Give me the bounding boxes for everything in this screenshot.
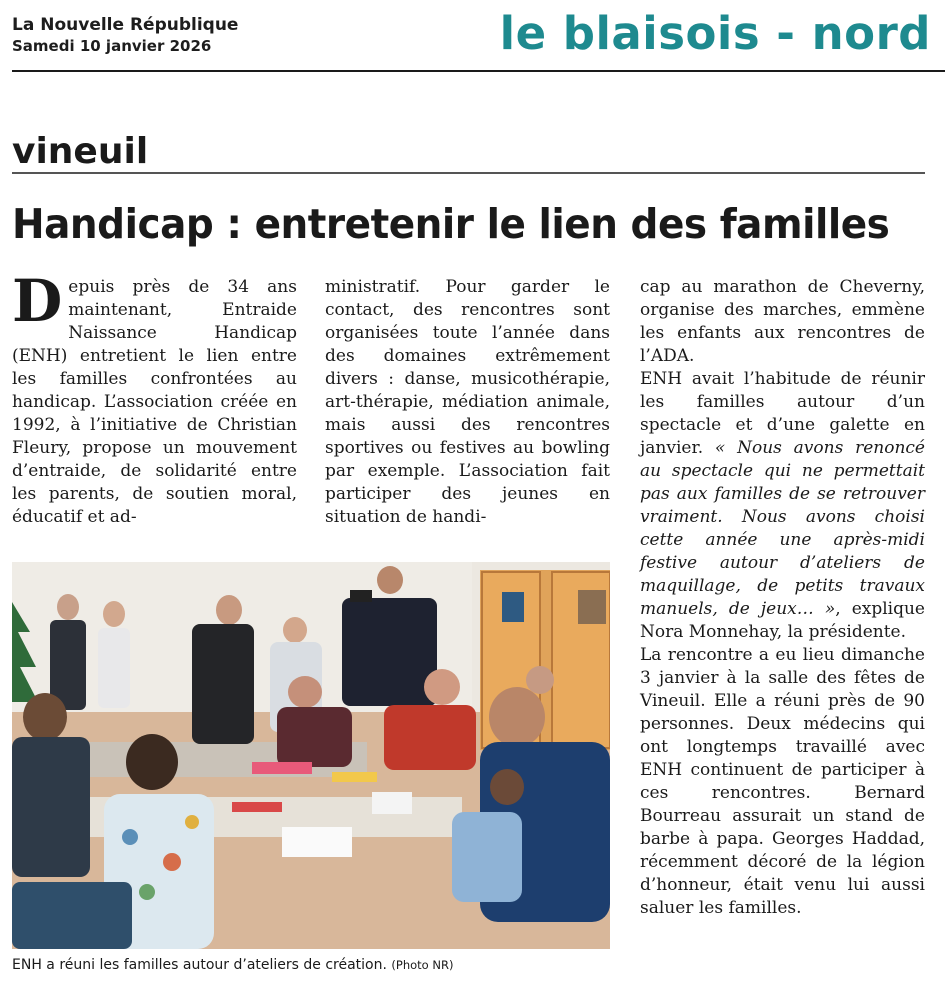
article-column-1 xyxy=(12,267,297,529)
article-photo xyxy=(12,562,610,949)
town-divider xyxy=(12,172,925,174)
president-quote: « Nous avons renoncé au spectacle qui ne permettait pas aux familles de se retrouver vraiment. Nous avons choisi cette année une après-midi festive autour d’ateliers de maquillage, de petits travaux manuels, de jeux… » xyxy=(640,438,925,619)
column-2-text: ministratif. Pour garder le contact, des rencontres sont organisées toute l’année dans des domaines extrêmement divers : danse, musicothérapie, art-thérapie, médiation animale, mais aussi des rencontres sportives ou festives au bowling par exemple. L’association fait participer des jeunes en situation de handi- xyxy=(325,277,610,527)
edition-title: le blaisois - nord xyxy=(499,7,931,60)
caption-text: ENH a réuni les familles autour d’ateliers de création. xyxy=(12,957,387,973)
column-3-paragraph-3: La rencontre a eu lieu dimanche 3 janvier à la salle des fêtes de Vineuil. Elle a réuni près de 90 personnes. Deux médecins qui ont longtemps travaillé avec ENH continuent de participer à ces rencontres. Bernard Bourreau assurait un stand de barbe à papa. Georges Haddad, récemment décoré de la légion d’honneur, était venu lui aussi saluer les familles. xyxy=(640,645,925,918)
article-column-2 xyxy=(325,276,610,529)
photo-credit: (Photo NR) xyxy=(391,958,454,972)
masthead xyxy=(12,14,238,56)
publication-date: Samedi 10 janvier 2026 xyxy=(12,37,212,55)
paragraph-2-intro: ENH avait l’habitude de réunir les familles autour d’un spectacle et d’une galette en janvier. xyxy=(640,369,925,458)
town-heading: vineuil xyxy=(12,131,149,172)
photo-illustration xyxy=(12,562,610,949)
column-1-text: epuis près de 34 ans maintenant, Entraide Naissance Handicap (ENH) entretient le lien entre les familles confrontées au handicap. L’association créée en 1992, à l’initiative de Christian Fleury, propose un mouvement d’entraide, de solidarité entre les parents, de soutien moral, éducatif et ad- xyxy=(12,277,297,527)
column-3-paragraph-2 xyxy=(640,368,925,644)
column-3-paragraph-1: cap au marathon de Cheverny, organise des marches, emmène les enfants aux rencontres de l’ADA. xyxy=(640,277,925,366)
dropcap: D xyxy=(12,267,63,335)
newspaper-name: La Nouvelle République xyxy=(12,15,239,35)
article-column-3 xyxy=(640,276,925,920)
photo-caption xyxy=(12,955,610,975)
article-headline: Handicap : entretenir le lien des familles xyxy=(12,200,890,248)
masthead-divider xyxy=(12,70,945,72)
paragraph-2-attribution: , explique Nora Monnehay, la présidente. xyxy=(640,599,925,642)
